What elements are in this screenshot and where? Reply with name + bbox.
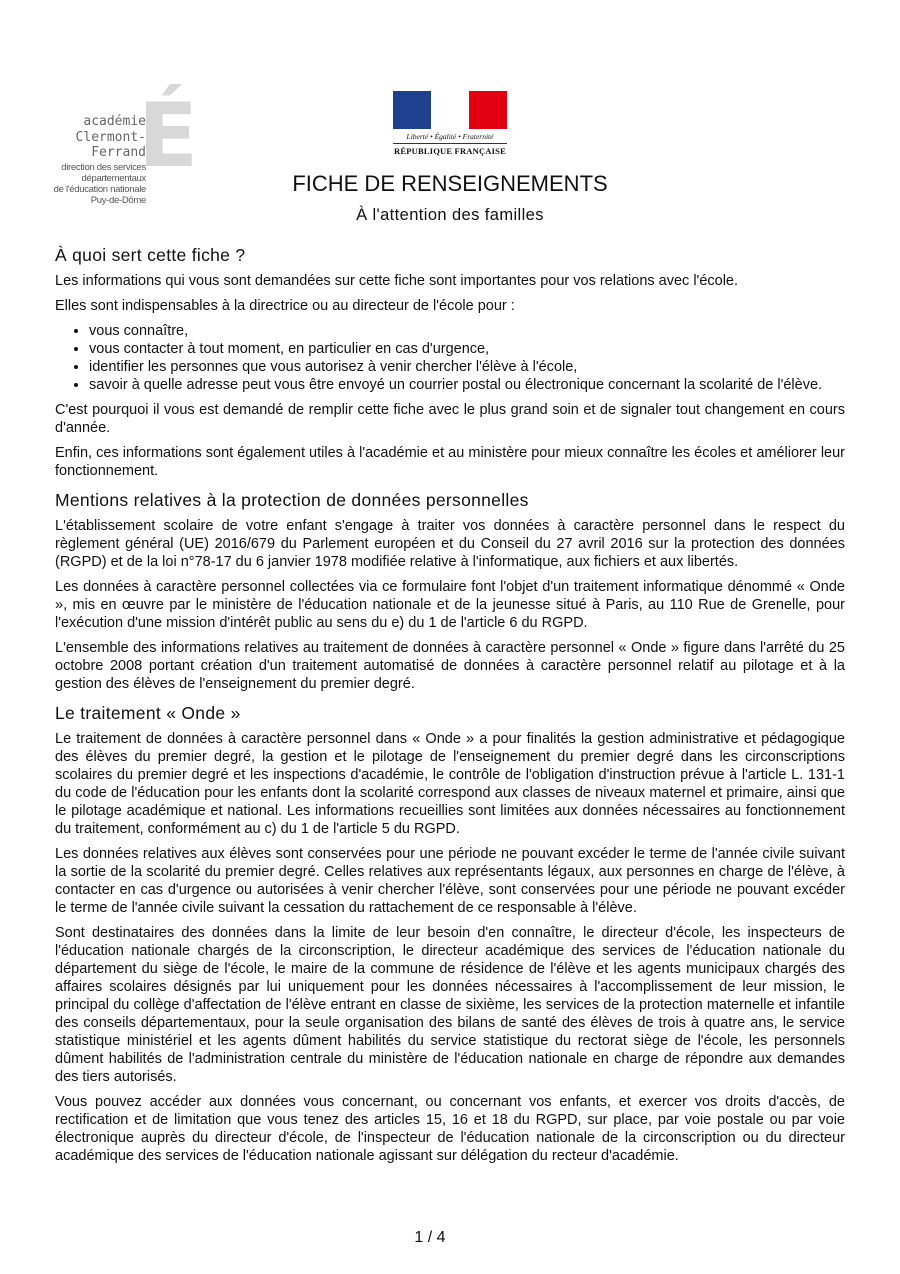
section-purpose [55,244,845,480]
paragraph: L'ensemble des informations relatives au traitement de données à caractère personnel « Onde » figure dans l'arrêté du 25 octobre 2008 portant création d'un traitement automatisé de données à caractère personnel relatif au pilotage et à la gestion des élèves de l'enseignement du premier degré. [55,640,845,692]
section-onde [55,702,845,1165]
list-item: • identifier les personnes que vous autorisez à venir chercher l'élève à l'école, [89,358,845,376]
page-title: FICHE DE RENSEIGNEMENTS [292,171,608,196]
page-number: 1 / 4 [414,1229,446,1246]
academy-sub-line: Puy-de-Dôme [90,195,146,206]
republic-name: RÉPUBLIQUE FRANÇAISE [394,146,506,156]
section-heading: Mentions relatives à la protection de données personnelles [55,490,529,510]
list-item: • vous connaître, [89,322,845,340]
academy-sub-line: départementaux [81,173,146,184]
section-heading: Le traitement « Onde » [55,703,241,723]
academy-e-mark: É [138,84,199,187]
document-body [55,244,845,1172]
paragraph: Sont destinataires des données dans la limite de leur besoin d'en connaître, le directeur d'école, les inspecteurs de l'éducation nationale chargés de la circonscription, le directeur académique des services de l'éducation nationale du département du siège de l'école, le maire de la commune de résidence de l'élève et les agents municipaux chargés des affaires scolaires désignés par lui uniquement pour les données nécessaires à l'accomplissement de leur mission, le principal du collège d'affectation de l'élève entrant en classe de sixième, les services de la protection maternelle et infantile des conseils départementaux, pour la seule organisation des bilans de santé des élèves de trois à quatre ans, le service statistique ministériel et les agents dûment habilités du service statistique du rectorat siège de l'école, les personnels dûment habilités de l'administration centrale du ministère de l'éducation nationale en charge de répondre aux demandes des tiers autorisés. [55,925,845,1085]
paragraph: Les données à caractère personnel collectées via ce formulaire font l'objet d'un traitement informatique dénommé « Onde », mis en œuvre par le ministère de l'éducation nationale et de la jeunesse situé à Paris, au 110 Rue de Grenelle, pour l'exécution d'une mission d'intérêt public au sens du e) du 1 de l'article 6 du RGPD. [55,579,845,631]
republique-francaise-logo [393,91,507,156]
academy-name-line1: académie [83,114,146,129]
paragraph: C'est pourquoi il vous est demandé de remplir cette fiche avec le plus grand soin et de signaler tout changement en cours d'année. [55,402,845,436]
academy-name-line2: Clermont-Ferrand [75,130,146,160]
paragraph: L'établissement scolaire de votre enfant s'engage à traiter vos données à caractère personnel dans le respect du règlement général (UE) 2016/679 du Parlement européen et du Conseil du 27 avril 2016 sur la protection des données (RGPD) et de la loi n°78-17 du 6 janvier 1978 modifiée relative à l'informatique, aux fichiers et aux libertés. [55,518,845,570]
purpose-list [55,322,845,394]
paragraph: Les données relatives aux élèves sont conservées pour une période ne pouvant excéder le terme de l'année civile suivant la sortie de la scolarité du premier degré. Celles relatives aux représentants légaux, aux personnes en charge de l'élève, à contacter en cas d'urgence ou autorisées à venir chercher l'élève, sont conservées pour une période ne pouvant excéder le terme de l'année civile suivant la cessation du rattachement de ce responsable à l'élève. [55,846,845,916]
academy-sub-line: direction des services [61,162,146,173]
list-item: • savoir à quelle adresse peut vous être envoyé un courrier postal ou électronique concernant la scolarité de l'élève. [89,376,845,394]
paragraph: Elles sont indispensables à la directrice ou au directeur de l'école pour : [55,298,515,314]
republic-motto: Liberté • Égalité • Fraternité [393,132,507,144]
list-item: • vous contacter à tout moment, en particulier en cas d'urgence, [89,340,845,358]
page-subtitle: À l'attention des familles [356,206,544,224]
paragraph: Vous pouvez accéder aux données vous concernant, ou concernant vos enfants, et exercer vos droits d'accès, de rectification et de limitation que vous tenez des articles 15, 16 et 18 du RGPD, sur place, par voie postale ou par voie électronique auprès du directeur d'école, de l'inspecteur de l'éducation nationale de la circonscription ou du directeur académique des services de l'éducation nationale agissant sur délégation du recteur d'académie. [55,1094,845,1164]
section-data-protection [55,489,845,693]
paragraph: Enfin, ces informations sont également utiles à l'académie et au ministère pour mieux connaître les écoles et améliorer leur fonctionnement. [55,445,845,479]
section-heading: À quoi sert cette fiche ? [55,245,246,265]
french-flag-icon [393,91,507,129]
academy-sub-line: de l'éducation nationale [53,184,146,195]
paragraph: Les informations qui vous sont demandées sur cette fiche sont importantes pour vos relations avec l'école. [55,273,739,289]
paragraph: Le traitement de données à caractère personnel dans « Onde » a pour finalités la gestion administrative et pédagogique des élèves du premier degré, la gestion et le pilotage de l'enseignement du premier degré dans les circonscriptions scolaires du premier degré et les inspections d'académie, le contrôle de l'obligation d'instruction prévue à l'article L. 131-1 du code de l'éducation pour les enfants dont la scolarité correspond aux classes de niveaux maternel et primaire, ainsi que le pilotage académique et national. Les informations recueillies sont limitées aux données nécessaires au fonctionnement du traitement, conformément au c) du 1 de l'article 5 du RGPD. [55,731,845,837]
